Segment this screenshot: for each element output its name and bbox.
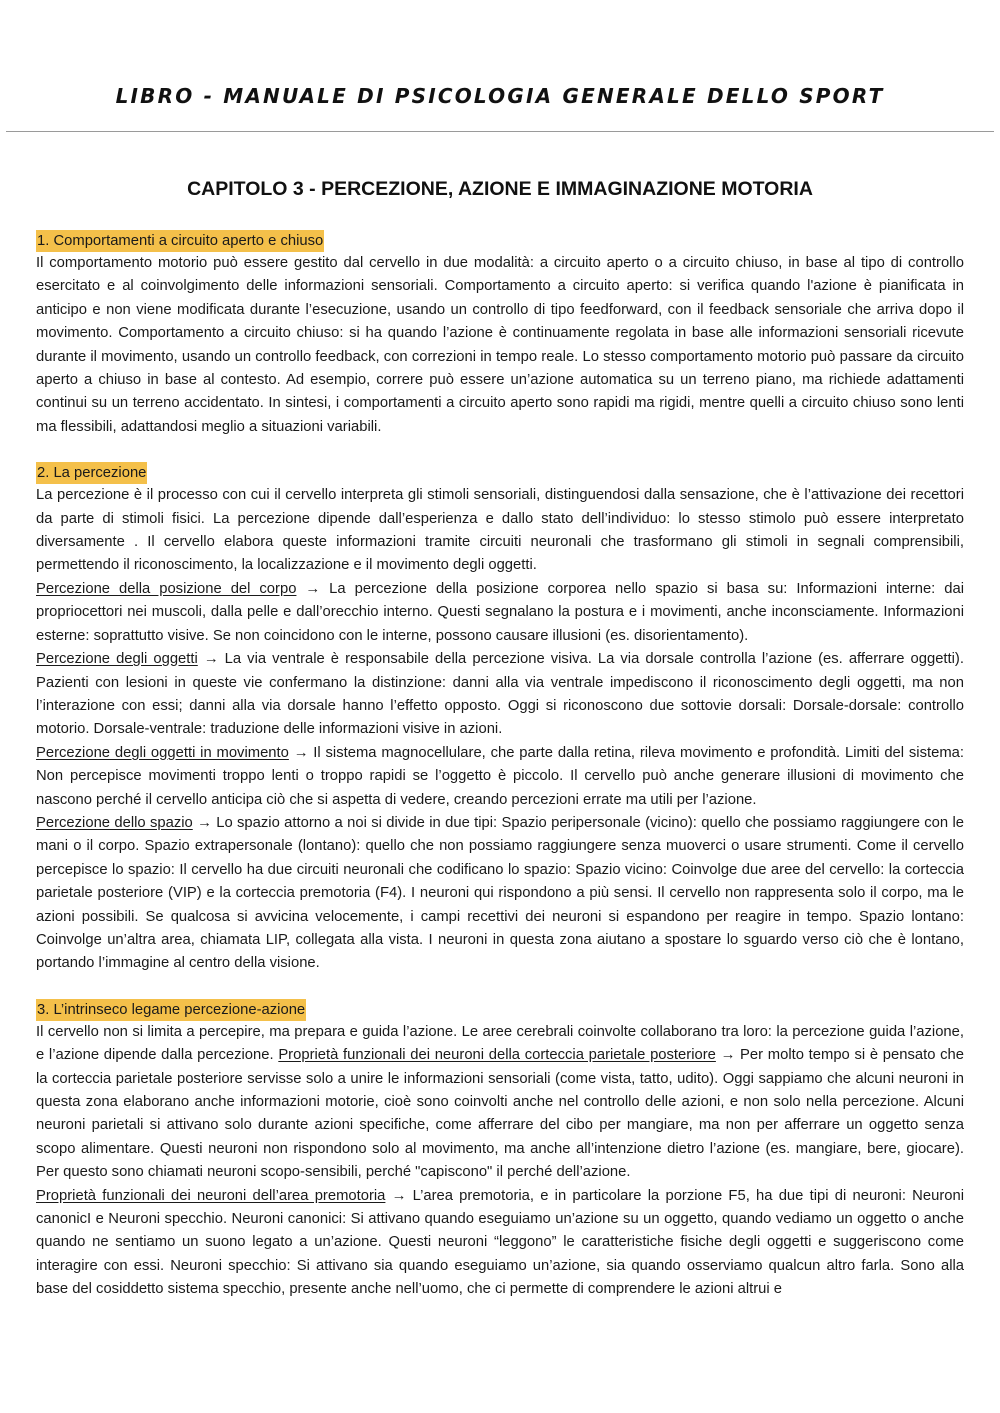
paragraph-body-position <box>36 578 964 648</box>
subheading: Proprietà funzionali dei neuroni della corteccia parietale posteriore <box>278 1047 716 1064</box>
paragraph-text: → Il sistema magnocellulare, che parte dalla retina, rileva movimento e profondità. Limiti del sistema: Non percepisce movimenti troppo lenti o troppo rapidi se l’oggetto è piccolo. Il cervello può anche generare illusioni di movimento che nascono perché il cervello anticipa ciò che si aspetta di vedere, creando percezioni errate ma utili per l’azione. <box>36 744 964 808</box>
subheading: Percezione dello spazio <box>36 814 193 831</box>
paragraph-objects <box>36 648 964 742</box>
paragraph-text: → L’area premotoria, e in particolare la porzione F5, ha due tipi di neuroni: Neuroni canonicI e Neuroni specchio. Neuroni canonici: Si attivano quando eseguiamo un’azione su un oggetto, quando vediamo un oggetto o anche quando ne sentiamo un suono legato a un’azione. Questi neuroni “leggono” le caratteristiche fisiche degli oggetti e suggeriscono come interagire con essi. Neuroni specchio: Si attivano sia quando eseguiamo un’azione, sia quando osserviamo qualcun altro farla. Sono alla base del cosiddetto sistema specchio, presente anche nell’uomo, che ci permette di comprendere le azioni altrui e <box>36 1187 964 1298</box>
section-heading: 1. Comportamenti a circuito aperto e chiuso <box>36 230 324 252</box>
chapter-title: CAPITOLO 3 - PERCEZIONE, AZIONE E IMMAGINAZIONE MOTORIA <box>187 178 813 200</box>
paragraph-text: Il cervello non si limita a percepire, ma prepara e guida l’azione. Le aree cerebrali coinvolte collaborano tra loro: la percezione guida l’azione, e l’azione dipende dalla percezione. <box>36 1023 964 1064</box>
section-2 <box>36 462 964 976</box>
page-content <box>36 176 964 1325</box>
paragraph-text: → La percezione della posizione corporea nello spazio si basa su: Informazioni interne: dai propriocettori nei muscoli, dalla pelle e dall’orecchio interno. Questi segnalano la postura e i movimenti, anche inconsciamente. Informazioni esterne: soprattutto visive. Se non coincidono con le interne, possono causare illusioni (es. disorientamento). <box>36 580 965 644</box>
paragraph-text: → Per molto tempo si è pensato che la corteccia parietale posteriore servisse solo a unire le informazioni sensoriali (come vista, tatto, udito). Oggi sappiamo che alcuni neuroni in questa zona elaborano anche informazioni motorie, cioè sono coinvolti anche nel controllo delle azioni, e non solo nella percezione. Alcuni neuroni parietali si attivano solo durante azioni specifiche, come afferrare del cibo per mangiare, ma non per afferrare un oggetto senza scopo alimentare. Questi neuroni non rispondono solo al movimento, ma anche all’intenzione dietro l’azione (es. mangiare, bere, giocare). Per questo sono chiamati neuroni scopo-sensibili, perché "capiscono" il perché dell’azione. <box>36 1047 964 1181</box>
section-heading: 2. La percezione <box>36 462 147 484</box>
subheading: Percezione degli oggetti in movimento <box>36 744 289 761</box>
header-divider <box>6 131 994 132</box>
book-title: LIBRO - MANUALE DI PSICOLOGIA GENERALE DELLO SPORT <box>115 84 885 108</box>
page-header <box>0 0 1000 132</box>
section-heading: 3. L’intrinseco legame percezione-azione <box>36 999 306 1021</box>
paragraph-text: → La via ventrale è responsabile della percezione visiva. La via dorsale controlla l’azione (es. afferrare oggetti). Pazienti con lesioni in queste vie confermano la distinzione: danni alla via ventrale impediscono il riconoscimento degli oggetti, ma non l’interazione con essi; danni alla via dorsale hanno l’effetto opposto. Oggi si riconoscono due sottovie dorsali: Dorsale-dorsale: controllo motorio. Dorsale-ventrale: traduzione delle informazioni visive in azioni. <box>36 651 964 738</box>
subheading: Percezione degli oggetti <box>36 651 198 668</box>
paragraph-moving-objects <box>36 742 964 812</box>
subheading: Percezione della posizione del corpo <box>36 580 297 597</box>
paragraph-space <box>36 812 964 976</box>
section-1 <box>36 230 964 439</box>
paragraph-text: → Lo spazio attorno a noi si divide in due tipi: Spazio peripersonale (vicino): quello che possiamo raggiungere con le mani o il corpo. Spazio extrapersonale (lontano): quello che non possiamo raggiungere senza muoverci o usare strumenti. Come il cervello percepisce lo spazio: Il cervello ha due circuiti neuronali che codificano lo spazio: Spazio vicino: Coinvolge due aree del cervello: la corteccia parietale posteriore (VIP) e la corteccia premotoria (F4). I neuroni qui rispondono a più sensi. Il cervello non rappresenta solo il corpo, ma le azioni possibili. Se qualcosa si avvicina velocemente, i campi recettivi dei neuroni si espandono per reagire in tempo. Spazio lontano: Coinvolge un’altra area, chiamata LIP, collegata alla vista. I neuroni in questa zona aiutano a spostare lo sguardo verso ciò che è lontano, portando l’immagine al centro della visione. <box>36 814 964 972</box>
paragraph: La percezione è il processo con cui il cervello interpreta gli stimoli sensoriali, distinguendosi dalla sensazione, che è l’attivazione dei recettori da parte di stimoli fisici. La percezione dipende dall’esperienza e dallo stato dell’individuo: lo stesso stimolo può essere interpretato diversamente . Il cervello elabora queste informazioni tramite circuiti neuronali che trasformano gli stimoli in segnali comprensibili, permettendo il riconoscimento, la localizzazione e il movimento degli oggetti. <box>36 487 964 574</box>
paragraph-parietal <box>36 1021 964 1185</box>
subheading: Proprietà funzionali dei neuroni dell’area premotoria <box>36 1187 386 1204</box>
paragraph-premotor <box>36 1185 964 1302</box>
section-3 <box>36 999 964 1302</box>
paragraph: Il comportamento motorio può essere gestito dal cervello in due modalità: a circuito aperto o a circuito chiuso, in base al tipo di controllo esercitato e al coinvolgimento delle informazioni sensoriali. Comportamento a circuito aperto: si verifica quando l'azione è pianificata in anticipo e non viene modificata durante l’esecuzione, usando un controllo di tipo feedforward, con il feedback sensoriale che arriva dopo il movimento. Comportamento a circuito chiuso: si ha quando l’azione è continuamente regolata in base alle informazioni sensoriali ricevute durante il movimento, usando un controllo feedback, con correzioni in tempo reale. Lo stesso comportamento motorio può passare da circuito aperto a chiuso in base al contesto. Ad esempio, correre può essere un’azione automatica su un terreno piano, ma richiede adattamenti continui su un terreno accidentato. In sintesi, i comportamenti a circuito aperto sono rapidi ma rigidi, mentre quelli a circuito chiuso sono lenti ma flessibili, adattandosi meglio a situazioni variabili. <box>36 255 964 435</box>
